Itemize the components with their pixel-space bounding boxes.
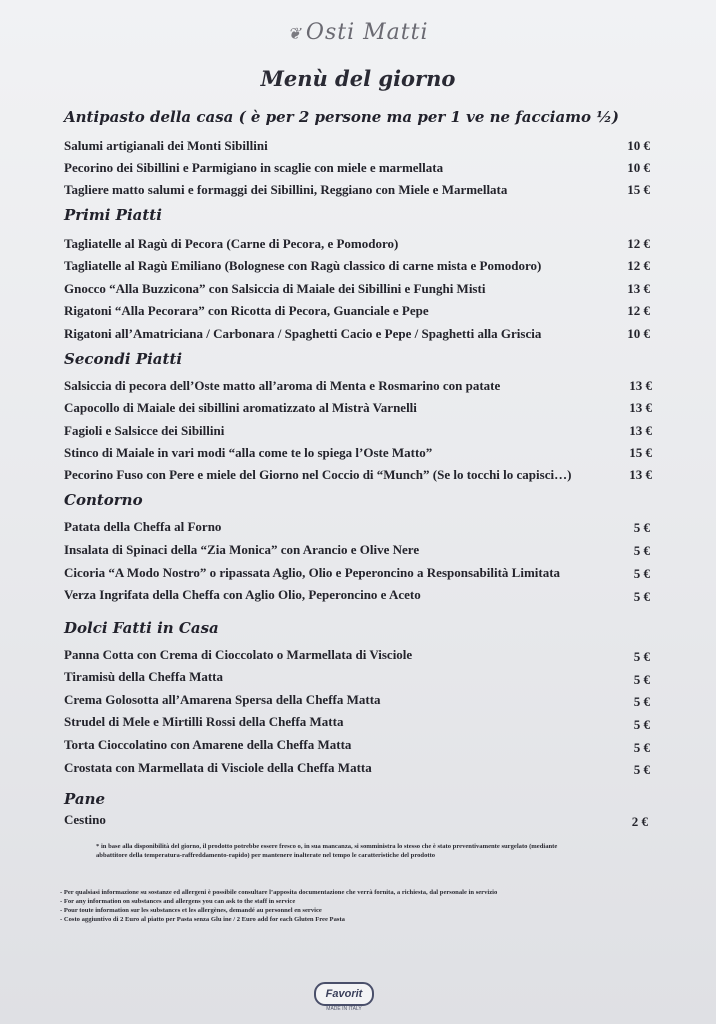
- menu-item: Rigatoni “Alla Pecorara” con Ricotta di Pecora, Guanciale e Pepe: [64, 303, 429, 318]
- info-line: - Costo aggiuntivo di 2 Euro al piatto per Pasta senza Glu ine / 2 Euro add for each Gluten Free Pasta: [60, 916, 345, 923]
- menu-item-price: 10 €: [627, 138, 650, 153]
- menu-item: Panna Cotta con Crema di Cioccolato o Marmellata di Visciole: [64, 647, 413, 662]
- menu-item-price: 12 €: [627, 303, 650, 318]
- section-title-antipasto: Antipasto della casa ( è per 2 persone ma per 1 ve ne facciamo ½): [64, 108, 620, 126]
- menu-item-price: 15 €: [627, 182, 650, 197]
- info-line: - Pour toute information sur les substances et les allergènes, demandé au personnel en service: [60, 907, 322, 914]
- menu-item-price: 5 €: [633, 740, 650, 755]
- menu-item: Gnocco “Alla Buzzicona” con Salsiccia di Maiale dei Sibillini e Funghi Misti: [64, 281, 486, 296]
- menu-item-price: 5 €: [633, 694, 650, 709]
- menu-item-price: 10 €: [627, 326, 650, 341]
- menu-item: Rigatoni all’Amatriciana / Carbonara / Spaghetti Cacio e Pepe / Spaghetti alla Griscia: [64, 326, 542, 341]
- menu-title: Menù del giorno: [260, 66, 456, 91]
- menu-item: Tagliatelle al Ragù Emiliano (Bolognese con Ragù classico di carne mista e Pomodoro): [64, 258, 542, 273]
- olive-sprig-icon: ❦: [287, 24, 302, 43]
- menu-item-price: 13 €: [629, 467, 652, 482]
- menu-item-price: 5 €: [633, 762, 650, 777]
- section-title-contorno: Contorno: [64, 491, 143, 509]
- menu-item: Insalata di Spinaci della “Zia Monica” con Arancio e Olive Nere: [64, 542, 420, 557]
- menu-item-price: 13 €: [629, 378, 652, 393]
- menu-item: Tiramisù della Cheffa Matta: [64, 669, 223, 684]
- section-title-secondi: Secondi Piatti: [64, 350, 183, 368]
- menu-item: Crostata con Marmellata di Visciole della Cheffa Matta: [64, 760, 372, 775]
- menu-item: Tagliere matto salumi e formaggi dei Sibillini, Reggiano con Miele e Marmellata: [64, 182, 508, 197]
- menu-item-price: 13 €: [627, 281, 650, 296]
- restaurant-logo: [0, 20, 716, 45]
- info-line: - Per qualsiasi informazione su sostanze ed allergeni è possibile consultare l’apposita documentazione che verrà fornita, a richiesta, dal personale in servizio: [60, 889, 498, 896]
- menu-item: Torta Cioccolatino con Amarene della Cheffa Matta: [64, 737, 352, 752]
- menu-item-price: 5 €: [633, 520, 650, 535]
- menu-item: Patata della Cheffa al Forno: [64, 519, 222, 534]
- logo-text: Osti Matti: [305, 20, 429, 45]
- menu-item: Cicoria “A Modo Nostro” o ripassata Aglio, Olio e Peperoncino a Responsabilità Limitata: [64, 565, 561, 580]
- info-line: - For any information on substances and allergens you can ask to the staff in service: [60, 898, 296, 905]
- menu-item: Pecorino Fuso con Pere e miele del Giorno nel Coccio di “Munch” (Se lo tocchi lo capisci…): [64, 467, 572, 482]
- menu-item-price: 10 €: [627, 160, 650, 175]
- section-title-primi: Primi Piatti: [64, 206, 162, 224]
- menu-item: Cestino: [64, 812, 106, 827]
- menu-item-price: 12 €: [627, 258, 650, 273]
- menu-item: Salsiccia di pecora dell’Oste matto all’aroma di Menta e Rosmarino con patate: [64, 378, 501, 393]
- allergen-info: [60, 888, 660, 924]
- menu-item-price: 5 €: [633, 566, 650, 581]
- menu-item: Tagliatelle al Ragù di Pecora (Carne di Pecora, e Pomodoro): [64, 236, 399, 251]
- menu-item: Pecorino dei Sibillini e Parmigiano in scaglie con miele e marmellata: [64, 160, 444, 175]
- menu-item: Strudel di Mele e Mirtilli Rossi della Cheffa Matta: [64, 714, 344, 729]
- menu-item: Stinco di Maiale in vari modi “alla come te lo spiega l’Oste Matto”: [64, 445, 433, 460]
- menu-item-price: 5 €: [633, 672, 650, 687]
- section-title-dolci: Dolci Fatti in Casa: [64, 619, 219, 637]
- menu-item-price: 13 €: [629, 400, 652, 415]
- menu-item: Fagioli e Salsicce dei Sibillini: [64, 423, 225, 438]
- menu-item-price: 5 €: [633, 589, 650, 604]
- menu-item: Verza Ingrifata della Cheffa con Aglio Olio, Peperoncino e Aceto: [64, 587, 421, 602]
- brand-logo: Favorit: [314, 982, 374, 1006]
- menu-item-price: 15 €: [629, 445, 652, 460]
- menu-item-price: 5 €: [633, 717, 650, 732]
- brand-made-in: MADE IN ITALY: [326, 1006, 362, 1012]
- freshness-footnote: * in base alla disponibilità del giorno, il prodotto potrebbe essere fresco o, in sua mancanza, si somministra lo stesso che è stato preventivamente surgelato (mediante abbattitore della temperatura-raffreddamento-rapido) per mantenere inalterate nel tempo le caratteristiche del prodotto: [96, 843, 558, 859]
- menu-item: Capocollo di Maiale dei sibillini aromatizzato al Mistrà Varnelli: [64, 400, 417, 415]
- menu-item-price: 12 €: [627, 236, 650, 251]
- menu-item-price: 2 €: [631, 814, 648, 829]
- menu-item-price: 5 €: [633, 543, 650, 558]
- menu-item: Salumi artigianali dei Monti Sibillini: [64, 138, 268, 153]
- section-title-pane: Pane: [64, 790, 106, 808]
- menu-item-price: 5 €: [633, 649, 650, 664]
- menu-item: Crema Golosotta all’Amarena Spersa della Cheffa Matta: [64, 692, 381, 707]
- menu-item-price: 13 €: [629, 423, 652, 438]
